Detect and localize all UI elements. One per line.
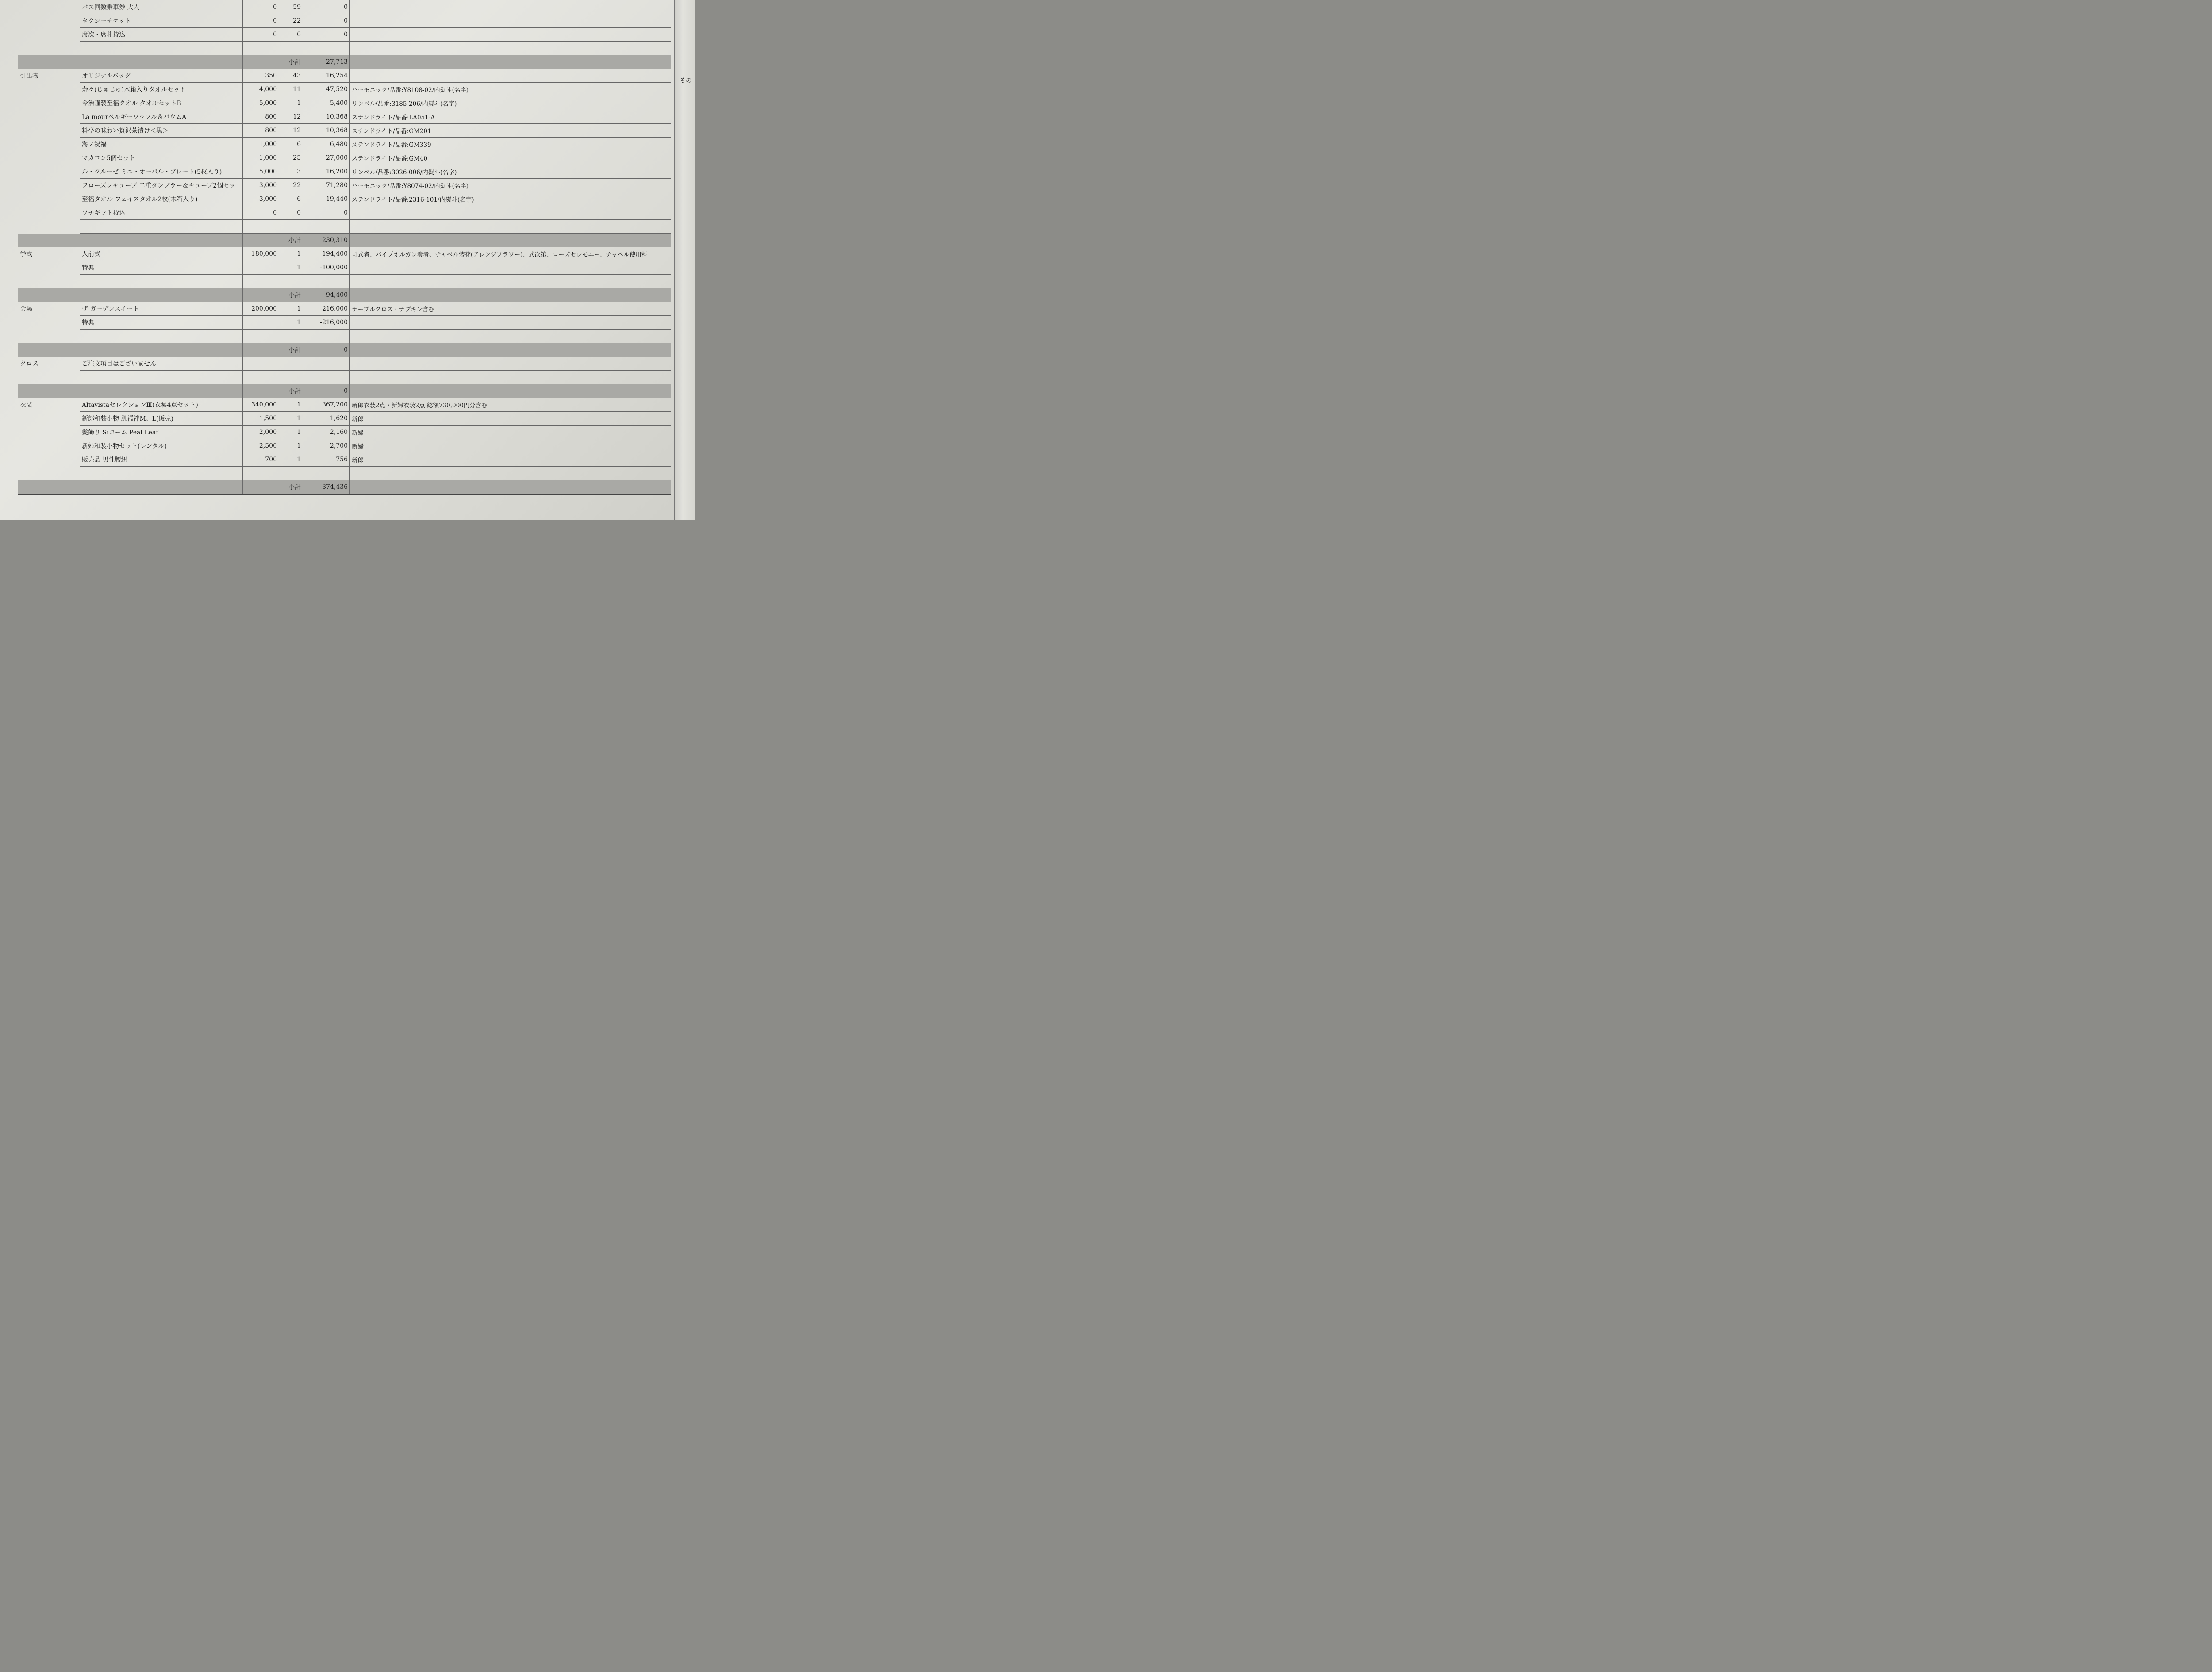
note-cell: 新郎 bbox=[350, 412, 671, 426]
qty-cell: 22 bbox=[279, 14, 303, 28]
subtotal-empty-cell bbox=[243, 343, 279, 357]
amount-cell bbox=[303, 467, 350, 480]
subtotal-row bbox=[18, 480, 671, 495]
table-row bbox=[18, 316, 671, 330]
subtotal-empty-cell bbox=[350, 480, 671, 495]
amount-cell bbox=[303, 330, 350, 343]
subtotal-empty-cell bbox=[80, 343, 243, 357]
item-cell: ル・クルーゼ ミニ・オーバル・プレート(5枚入り) bbox=[80, 165, 243, 179]
qty-cell: 6 bbox=[279, 192, 303, 206]
note-cell: ステンドライト/品番:GM201 bbox=[350, 124, 671, 138]
table-row bbox=[18, 467, 671, 480]
unit-price-cell: 0 bbox=[243, 0, 279, 14]
amount-cell bbox=[303, 275, 350, 288]
note-cell: ステンドライト/品番:GM40 bbox=[350, 151, 671, 165]
qty-cell: 25 bbox=[279, 151, 303, 165]
subtotal-amount: 230,310 bbox=[303, 234, 350, 247]
note-cell bbox=[350, 14, 671, 28]
qty-cell: 1 bbox=[279, 398, 303, 412]
amount-cell: 16,254 bbox=[303, 69, 350, 83]
category-cell bbox=[18, 124, 80, 138]
table-row bbox=[18, 138, 671, 151]
qty-cell: 1 bbox=[279, 261, 303, 275]
table-row bbox=[18, 14, 671, 28]
note-cell: ハーモニック/品番:Y8074-02/内熨斗(名字) bbox=[350, 179, 671, 192]
unit-price-cell: 350 bbox=[243, 69, 279, 83]
category-cell bbox=[18, 261, 80, 275]
unit-price-cell: 3,000 bbox=[243, 179, 279, 192]
note-cell bbox=[350, 275, 671, 288]
qty-cell: 1 bbox=[279, 426, 303, 439]
item-cell bbox=[80, 467, 243, 480]
amount-cell: 0 bbox=[303, 14, 350, 28]
qty-cell: 12 bbox=[279, 124, 303, 138]
note-cell bbox=[350, 0, 671, 14]
subtotal-empty-cell bbox=[243, 55, 279, 69]
unit-price-cell: 2,000 bbox=[243, 426, 279, 439]
category-cell bbox=[18, 275, 80, 288]
qty-cell bbox=[279, 275, 303, 288]
subtotal-label: 小計 bbox=[279, 343, 303, 357]
category-cell bbox=[18, 439, 80, 453]
category-cell bbox=[18, 206, 80, 220]
unit-price-cell bbox=[243, 42, 279, 55]
unit-price-cell: 2,500 bbox=[243, 439, 279, 453]
unit-price-cell bbox=[243, 371, 279, 384]
category-cell: 衣装 bbox=[18, 398, 80, 412]
qty-cell bbox=[279, 42, 303, 55]
table-row bbox=[18, 83, 671, 96]
subtotal-empty-cell bbox=[18, 234, 80, 247]
amount-cell: 10,368 bbox=[303, 124, 350, 138]
item-cell: 特典 bbox=[80, 261, 243, 275]
side-page-fragment: その bbox=[680, 77, 692, 84]
amount-cell: 367,200 bbox=[303, 398, 350, 412]
qty-cell: 0 bbox=[279, 206, 303, 220]
qty-cell: 1 bbox=[279, 302, 303, 316]
item-cell: 寿々(じゅじゅ)木箱入りタオルセット bbox=[80, 83, 243, 96]
subtotal-label: 小計 bbox=[279, 480, 303, 495]
unit-price-cell bbox=[243, 357, 279, 371]
category-cell bbox=[18, 165, 80, 179]
category-cell bbox=[18, 371, 80, 384]
amount-cell: 2,160 bbox=[303, 426, 350, 439]
subtotal-row bbox=[18, 288, 671, 302]
item-cell: ご注文項目はございません bbox=[80, 357, 243, 371]
subtotal-empty-cell bbox=[18, 343, 80, 357]
table-row bbox=[18, 42, 671, 55]
category-cell bbox=[18, 138, 80, 151]
unit-price-cell: 1,000 bbox=[243, 138, 279, 151]
subtotal-empty-cell bbox=[243, 234, 279, 247]
note-cell: 新郎 bbox=[350, 453, 671, 467]
amount-cell: 0 bbox=[303, 206, 350, 220]
subtotal-amount: 94,400 bbox=[303, 288, 350, 302]
subtotal-label: 小計 bbox=[279, 384, 303, 398]
qty-cell bbox=[279, 330, 303, 343]
qty-cell: 1 bbox=[279, 412, 303, 426]
note-cell bbox=[350, 28, 671, 42]
item-cell: 料亭の味わい贅沢茶漬け＜黒＞ bbox=[80, 124, 243, 138]
subtotal-empty-cell bbox=[243, 480, 279, 495]
item-cell bbox=[80, 275, 243, 288]
amount-cell: 756 bbox=[303, 453, 350, 467]
category-cell bbox=[18, 467, 80, 480]
subtotal-amount: 27,713 bbox=[303, 55, 350, 69]
qty-cell: 0 bbox=[279, 28, 303, 42]
table-row bbox=[18, 110, 671, 124]
table-row bbox=[18, 453, 671, 467]
table-row bbox=[18, 302, 671, 316]
subtotal-empty-cell bbox=[80, 234, 243, 247]
category-cell bbox=[18, 316, 80, 330]
table-row bbox=[18, 261, 671, 275]
amount-cell bbox=[303, 357, 350, 371]
item-cell: 席次・席札持込 bbox=[80, 28, 243, 42]
note-cell bbox=[350, 42, 671, 55]
table-row bbox=[18, 398, 671, 412]
amount-cell: 16,200 bbox=[303, 165, 350, 179]
subtotal-empty-cell bbox=[350, 234, 671, 247]
category-cell bbox=[18, 330, 80, 343]
amount-cell: 2,700 bbox=[303, 439, 350, 453]
document-page bbox=[0, 0, 694, 520]
item-cell: 新婦和装小物セット(レンタル) bbox=[80, 439, 243, 453]
qty-cell bbox=[279, 220, 303, 234]
table-row bbox=[18, 69, 671, 83]
note-cell: ステンドライト/品番:GM339 bbox=[350, 138, 671, 151]
subtotal-empty-cell bbox=[350, 288, 671, 302]
item-cell: AltavistaセレクションⅢ(衣裳4点セット) bbox=[80, 398, 243, 412]
subtotal-amount: 0 bbox=[303, 343, 350, 357]
unit-price-cell: 1,500 bbox=[243, 412, 279, 426]
table-row bbox=[18, 165, 671, 179]
note-cell bbox=[350, 330, 671, 343]
amount-cell bbox=[303, 220, 350, 234]
subtotal-row bbox=[18, 234, 671, 247]
subtotal-empty-cell bbox=[350, 343, 671, 357]
note-cell: 新婦 bbox=[350, 439, 671, 453]
estimate-table bbox=[18, 0, 671, 495]
item-cell: 人前式 bbox=[80, 247, 243, 261]
note-cell bbox=[350, 261, 671, 275]
note-cell: リンベル/品番:3026-006/内熨斗(名字) bbox=[350, 165, 671, 179]
table-row bbox=[18, 371, 671, 384]
subtotal-empty-cell bbox=[243, 288, 279, 302]
subtotal-empty-cell bbox=[350, 55, 671, 69]
category-cell bbox=[18, 83, 80, 96]
qty-cell: 43 bbox=[279, 69, 303, 83]
qty-cell bbox=[279, 467, 303, 480]
qty-cell: 1 bbox=[279, 316, 303, 330]
note-cell bbox=[350, 357, 671, 371]
unit-price-cell: 0 bbox=[243, 14, 279, 28]
qty-cell: 1 bbox=[279, 247, 303, 261]
unit-price-cell bbox=[243, 316, 279, 330]
amount-cell: 0 bbox=[303, 28, 350, 42]
qty-cell: 6 bbox=[279, 138, 303, 151]
item-cell: バス回数乗車券 大人 bbox=[80, 0, 243, 14]
amount-cell: 194,400 bbox=[303, 247, 350, 261]
amount-cell: 10,368 bbox=[303, 110, 350, 124]
unit-price-cell: 1,000 bbox=[243, 151, 279, 165]
item-cell: 特典 bbox=[80, 316, 243, 330]
category-cell bbox=[18, 14, 80, 28]
note-cell: ハーモニック/品番:Y8108-02/内熨斗(名字) bbox=[350, 83, 671, 96]
category-cell bbox=[18, 151, 80, 165]
subtotal-label: 小計 bbox=[279, 55, 303, 69]
unit-price-cell bbox=[243, 467, 279, 480]
amount-cell: 216,000 bbox=[303, 302, 350, 316]
category-cell: 挙式 bbox=[18, 247, 80, 261]
note-cell bbox=[350, 69, 671, 83]
table-row bbox=[18, 124, 671, 138]
unit-price-cell: 700 bbox=[243, 453, 279, 467]
unit-price-cell: 340,000 bbox=[243, 398, 279, 412]
note-cell bbox=[350, 316, 671, 330]
table-row bbox=[18, 275, 671, 288]
note-cell: 司式者、パイプオルガン奏者、チャペル装花(アレンジフラワー)、式次第、ローズセレモニー、チャペル使用料 bbox=[350, 247, 671, 261]
note-cell bbox=[350, 371, 671, 384]
subtotal-empty-cell bbox=[350, 384, 671, 398]
unit-price-cell bbox=[243, 261, 279, 275]
category-cell bbox=[18, 453, 80, 467]
note-cell bbox=[350, 206, 671, 220]
subtotal-empty-cell bbox=[18, 288, 80, 302]
amount-cell: 47,520 bbox=[303, 83, 350, 96]
category-cell: クロス bbox=[18, 357, 80, 371]
subtotal-empty-cell bbox=[243, 384, 279, 398]
item-cell: プチギフト持込 bbox=[80, 206, 243, 220]
subtotal-empty-cell bbox=[80, 480, 243, 495]
category-cell bbox=[18, 110, 80, 124]
unit-price-cell: 4,000 bbox=[243, 83, 279, 96]
subtotal-row bbox=[18, 343, 671, 357]
subtotal-row bbox=[18, 384, 671, 398]
qty-cell: 11 bbox=[279, 83, 303, 96]
subtotal-empty-cell bbox=[18, 480, 80, 495]
note-cell: 新婦 bbox=[350, 426, 671, 439]
qty-cell: 22 bbox=[279, 179, 303, 192]
subtotal-empty-cell bbox=[80, 384, 243, 398]
table-row bbox=[18, 206, 671, 220]
item-cell: マカロン5個セット bbox=[80, 151, 243, 165]
table-row bbox=[18, 247, 671, 261]
subtotal-label: 小計 bbox=[279, 234, 303, 247]
note-cell: ステンドライト/品番:LA051-A bbox=[350, 110, 671, 124]
table-row bbox=[18, 0, 671, 14]
category-cell: 引出物 bbox=[18, 69, 80, 83]
unit-price-cell: 0 bbox=[243, 206, 279, 220]
table-row bbox=[18, 151, 671, 165]
amount-cell: 0 bbox=[303, 0, 350, 14]
category-cell bbox=[18, 192, 80, 206]
category-cell: 会場 bbox=[18, 302, 80, 316]
qty-cell: 1 bbox=[279, 96, 303, 110]
amount-cell: -100,000 bbox=[303, 261, 350, 275]
subtotal-amount: 0 bbox=[303, 384, 350, 398]
item-cell: ザ ガーデンスイート bbox=[80, 302, 243, 316]
category-cell bbox=[18, 28, 80, 42]
unit-price-cell: 0 bbox=[243, 28, 279, 42]
unit-price-cell bbox=[243, 275, 279, 288]
amount-cell: 6,480 bbox=[303, 138, 350, 151]
amount-cell: 27,000 bbox=[303, 151, 350, 165]
table-row bbox=[18, 96, 671, 110]
amount-cell: 71,280 bbox=[303, 179, 350, 192]
item-cell: 新郎和装小物 肌襦袢M、L(販売) bbox=[80, 412, 243, 426]
unit-price-cell: 800 bbox=[243, 110, 279, 124]
unit-price-cell: 800 bbox=[243, 124, 279, 138]
note-cell: 新郎衣装2点・新婦衣装2点 総額730,000円分含む bbox=[350, 398, 671, 412]
amount-cell: 1,620 bbox=[303, 412, 350, 426]
table-row bbox=[18, 220, 671, 234]
note-cell bbox=[350, 467, 671, 480]
subtotal-amount: 374,436 bbox=[303, 480, 350, 495]
item-cell bbox=[80, 371, 243, 384]
unit-price-cell bbox=[243, 330, 279, 343]
item-cell: オリジナルバッグ bbox=[80, 69, 243, 83]
item-cell: 至福タオル フェイスタオル2枚(木箱入り) bbox=[80, 192, 243, 206]
table-row bbox=[18, 426, 671, 439]
subtotal-empty-cell bbox=[80, 55, 243, 69]
subtotal-row bbox=[18, 55, 671, 69]
amount-cell bbox=[303, 42, 350, 55]
table-row bbox=[18, 28, 671, 42]
item-cell: 今治謹製至福タオル タオルセットB bbox=[80, 96, 243, 110]
amount-cell: -216,000 bbox=[303, 316, 350, 330]
item-cell: La mourベルギーワッフル＆バウムA bbox=[80, 110, 243, 124]
category-cell bbox=[18, 0, 80, 14]
unit-price-cell: 180,000 bbox=[243, 247, 279, 261]
item-cell bbox=[80, 220, 243, 234]
table-row bbox=[18, 179, 671, 192]
item-cell: 販売品 男性腰紐 bbox=[80, 453, 243, 467]
category-cell bbox=[18, 42, 80, 55]
unit-price-cell: 5,000 bbox=[243, 165, 279, 179]
unit-price-cell: 5,000 bbox=[243, 96, 279, 110]
qty-cell bbox=[279, 371, 303, 384]
table-row bbox=[18, 412, 671, 426]
qty-cell: 12 bbox=[279, 110, 303, 124]
note-cell: テーブルクロス・ナプキン含む bbox=[350, 302, 671, 316]
subtotal-empty-cell bbox=[80, 288, 243, 302]
item-cell: 髪飾り Siコーム Peal Leaf bbox=[80, 426, 243, 439]
table-row bbox=[18, 330, 671, 343]
subtotal-empty-cell bbox=[18, 384, 80, 398]
category-cell bbox=[18, 426, 80, 439]
amount-cell: 5,400 bbox=[303, 96, 350, 110]
qty-cell: 1 bbox=[279, 439, 303, 453]
note-cell: ステンドライト/品番:2316-101/内熨斗(名字) bbox=[350, 192, 671, 206]
category-cell bbox=[18, 96, 80, 110]
unit-price-cell: 200,000 bbox=[243, 302, 279, 316]
category-cell bbox=[18, 412, 80, 426]
table-row bbox=[18, 357, 671, 371]
item-cell: 海ノ祝福 bbox=[80, 138, 243, 151]
table-row bbox=[18, 439, 671, 453]
item-cell: フローズンキューブ 二重タンブラー＆キューブ2個セッ bbox=[80, 179, 243, 192]
qty-cell: 3 bbox=[279, 165, 303, 179]
amount-cell bbox=[303, 371, 350, 384]
qty-cell: 59 bbox=[279, 0, 303, 14]
item-cell: タクシーチケット bbox=[80, 14, 243, 28]
unit-price-cell: 3,000 bbox=[243, 192, 279, 206]
unit-price-cell bbox=[243, 220, 279, 234]
qty-cell: 1 bbox=[279, 453, 303, 467]
item-cell bbox=[80, 42, 243, 55]
item-cell bbox=[80, 330, 243, 343]
category-cell bbox=[18, 220, 80, 234]
subtotal-empty-cell bbox=[18, 55, 80, 69]
table-row bbox=[18, 192, 671, 206]
qty-cell bbox=[279, 357, 303, 371]
subtotal-label: 小計 bbox=[279, 288, 303, 302]
note-cell: リンベル/品番:3185-206/内熨斗(名字) bbox=[350, 96, 671, 110]
amount-cell: 19,440 bbox=[303, 192, 350, 206]
estimate-table-body bbox=[18, 0, 671, 495]
note-cell bbox=[350, 220, 671, 234]
category-cell bbox=[18, 179, 80, 192]
